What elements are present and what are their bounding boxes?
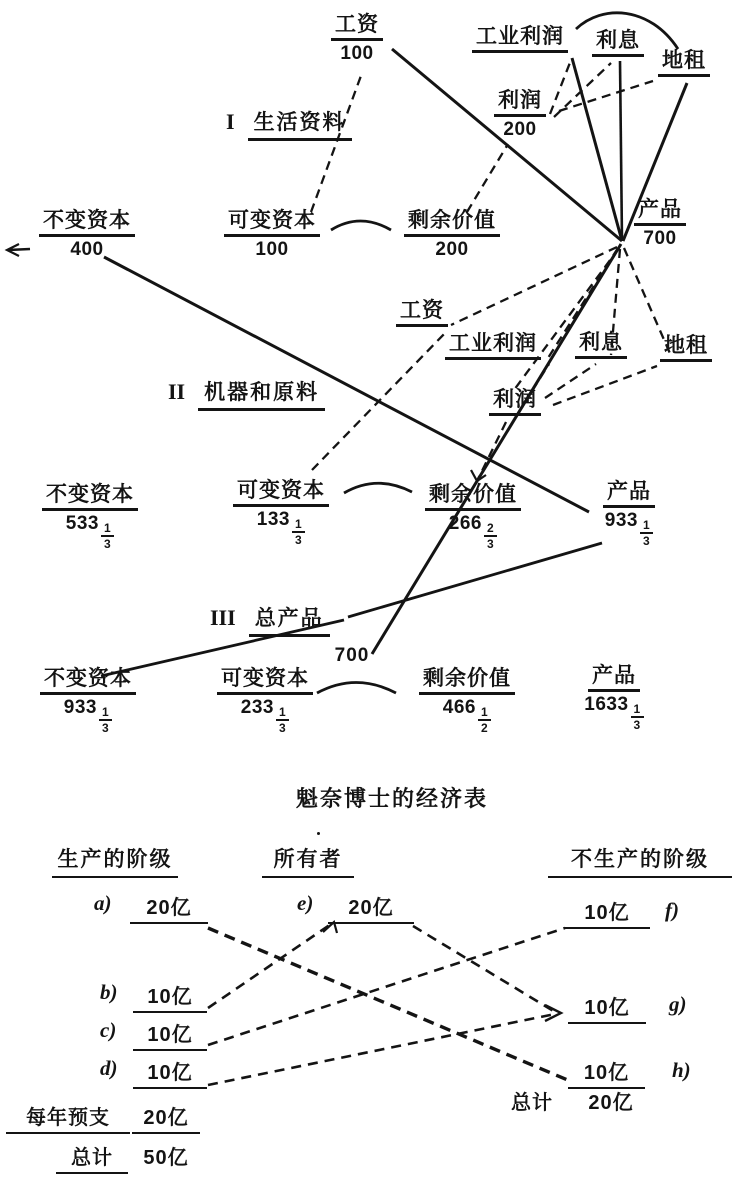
tier2-product-label: 产品 (603, 481, 655, 508)
line-total-product-to-product2 (348, 543, 602, 617)
dashed-profit1-to-rent1 (559, 81, 653, 111)
node-tier2-surplus-value (409, 484, 537, 550)
tier2-variable-capital-value: 133 $\frac{1}{3}$ (217, 507, 345, 546)
node-tier3-variable-capital (200, 668, 330, 734)
fraction: $\frac{1}{3}$ (640, 519, 653, 547)
tier2-industrial-profit-label: 工业利润 (445, 333, 541, 360)
arrowhead-into-g (545, 1005, 561, 1021)
tier2-surplus-value-label: 剩余价值 (425, 484, 521, 511)
tier3-variable-capital-label: 可变资本 (217, 668, 313, 695)
unproductive-total-label: 总计 (511, 1092, 553, 1114)
section1-numeral: I (226, 109, 235, 134)
tier1-product-value: 700 (643, 228, 677, 250)
fraction: $\frac{1}{3}$ (292, 518, 305, 546)
row-b-value: 10亿 (133, 980, 207, 1013)
tier1-profit-value: 200 (503, 119, 537, 141)
node-tier3-constant-capital (20, 668, 156, 734)
header-unproductive-class: 不生产的阶级 (548, 843, 732, 878)
tier3-product-label: 产品 (588, 665, 640, 692)
arrowhead-into-surplus2 (471, 470, 486, 481)
tier3-transfer-value: 700 (334, 645, 370, 666)
section1-title: 生活资料 (248, 106, 352, 141)
tier3-variable-capital-value: 233 $\frac{1}{3}$ (200, 695, 330, 734)
tier1-rent-label: 地租 (658, 50, 710, 77)
node-tier1-constant-capital (18, 210, 156, 260)
tier2-profit-label: 利润 (489, 389, 541, 416)
tier1-profit-label: 利润 (494, 90, 546, 117)
node-tier2-rent (653, 335, 719, 362)
node-tier1-rent (652, 50, 716, 77)
grand-total-label: 总计 (56, 1141, 128, 1174)
header-productive-class: 生产的阶级 (52, 843, 178, 878)
node-tier2-constant-capital (24, 484, 156, 550)
node-tier3-product (572, 665, 656, 731)
tier1-constant-capital-value: 400 (70, 239, 104, 261)
section3-heading (210, 602, 330, 637)
dashed-variable2-to-wages2 (312, 331, 447, 470)
tier2-rent-label: 地租 (660, 335, 712, 362)
header-proprietors: 所有者 (262, 843, 354, 878)
tier1-surplus-value-label: 剩余价值 (404, 210, 500, 237)
fraction: $\frac{1}{3}$ (101, 522, 114, 550)
node-tier2-interest (570, 332, 632, 359)
row-d-letter: d) (100, 1056, 118, 1080)
row-a-value: 20亿 (130, 891, 208, 924)
dashed-profit2-to-surplus2 (478, 422, 506, 479)
row-b-letter: b) (100, 980, 118, 1004)
row-g-letter: g) (669, 992, 687, 1016)
dashed-variable1-to-wages1 (311, 73, 362, 212)
dashed-profit2-to-industrial-profit2 (532, 364, 549, 391)
node-tier3-transfer-700 (328, 646, 376, 668)
tier2-product-value: 933 $\frac{1}{3}$ (586, 508, 672, 547)
row-e-value: 20亿 (328, 891, 414, 924)
tier1-interest-label: 利息 (592, 30, 644, 57)
ink-dot (317, 832, 320, 835)
section2-numeral: II (168, 379, 186, 404)
tier2-wages-label: 工资 (396, 300, 448, 327)
fraction: $\frac{2}{3}$ (484, 522, 497, 550)
row-f-value: 10亿 (564, 896, 650, 929)
node-tier2-variable-capital (217, 480, 345, 546)
node-tier1-wages (320, 14, 394, 64)
row-c-value: 10亿 (133, 1018, 207, 1051)
annual-advances-label: 每年预支 (6, 1101, 130, 1134)
node-tier1-variable-capital (210, 210, 334, 260)
dashed-product1-to-profit2 (514, 248, 619, 390)
dashed-profit1-to-interest1 (554, 63, 611, 117)
row-e-letter: e) (297, 891, 314, 915)
node-tier2-profit (482, 389, 548, 416)
tier1-industrial-profit-label: 工业利润 (472, 26, 568, 53)
tier3-surplus-value-value: 466 $\frac{1}{2}$ (402, 695, 532, 734)
node-tier1-product (624, 199, 696, 249)
node-tier2-wages (390, 300, 454, 327)
fraction: $\frac{1}{3}$ (99, 706, 112, 734)
dashed-b-to-e (208, 924, 331, 1008)
node-tier3-surplus-value (402, 668, 532, 734)
line-industrial-profit1-to-product1 (572, 58, 622, 241)
tier1-product-label: 产品 (634, 199, 686, 226)
row-a-letter: a) (94, 891, 112, 915)
row-c-letter: c) (100, 1018, 117, 1042)
dashed-c-to-f (208, 928, 565, 1045)
section1-heading (226, 106, 352, 141)
annual-advances-value: 20亿 (132, 1101, 200, 1134)
tier1-wages-label: 工资 (331, 14, 383, 41)
dashed-surplus1-to-profit1 (467, 144, 508, 212)
row-f-letter: f) (665, 898, 679, 922)
row-d-value: 10亿 (133, 1056, 207, 1089)
line-interest1-to-product1 (620, 61, 622, 241)
arc-variable2-surplus2 (344, 483, 412, 493)
unproductive-total-value: 20亿 (588, 1092, 634, 1114)
fraction: $\frac{1}{3}$ (276, 706, 289, 734)
section3-title: 总产品 (249, 602, 330, 637)
tier2-variable-capital-label: 可变资本 (233, 480, 329, 507)
grand-total-value: 50亿 (143, 1147, 189, 1169)
row-h-letter: h) (672, 1058, 691, 1082)
section2-heading (168, 376, 325, 411)
node-tier1-profit (484, 90, 556, 140)
row-h-value: 10亿 (568, 1056, 645, 1089)
tier3-product-value: 1633 $\frac{1}{3}$ (572, 692, 656, 731)
tier1-variable-capital-value: 100 (255, 239, 289, 261)
arc-variable1-surplus1 (331, 221, 391, 230)
fraction: $\frac{1}{2}$ (478, 706, 491, 734)
tier1-constant-capital-label: 不变资本 (39, 210, 135, 237)
tier1-variable-capital-label: 可变资本 (224, 210, 320, 237)
node-tier2-product (586, 481, 672, 547)
tier3-constant-capital-value: 933 $\frac{1}{3}$ (20, 695, 156, 734)
section2-title: 机器和原料 (198, 376, 325, 411)
section3-numeral: III (210, 605, 236, 630)
dashed-d-to-g (208, 1014, 555, 1085)
quesnay-caption: 魁奈博士的经济表 (296, 786, 489, 811)
tier3-surplus-value-label: 剩余价值 (419, 668, 515, 695)
row-g-value: 10亿 (568, 991, 646, 1024)
fraction: $\frac{1}{3}$ (631, 703, 644, 731)
tier2-constant-capital-label: 不变资本 (42, 484, 138, 511)
tier1-surplus-value-value: 200 (435, 239, 469, 261)
node-tier1-industrial-profit (456, 26, 584, 53)
tier1-wages-value: 100 (340, 43, 374, 65)
dashed-e-to-g (413, 926, 555, 1012)
tier3-constant-capital-label: 不变资本 (40, 668, 136, 695)
node-tier1-surplus-value (385, 210, 519, 260)
tier2-constant-capital-value: 533 $\frac{1}{3}$ (24, 511, 156, 550)
tier2-surplus-value-value: 266 $\frac{2}{3}$ (409, 511, 537, 550)
dashed-a-to-h (208, 928, 570, 1081)
node-tier1-interest (586, 30, 650, 57)
tier2-interest-label: 利息 (575, 332, 627, 359)
dashed-profit2-to-interest2 (545, 364, 596, 398)
node-tier2-industrial-profit (434, 333, 552, 360)
dashed-profit2-to-rent2 (553, 366, 657, 405)
